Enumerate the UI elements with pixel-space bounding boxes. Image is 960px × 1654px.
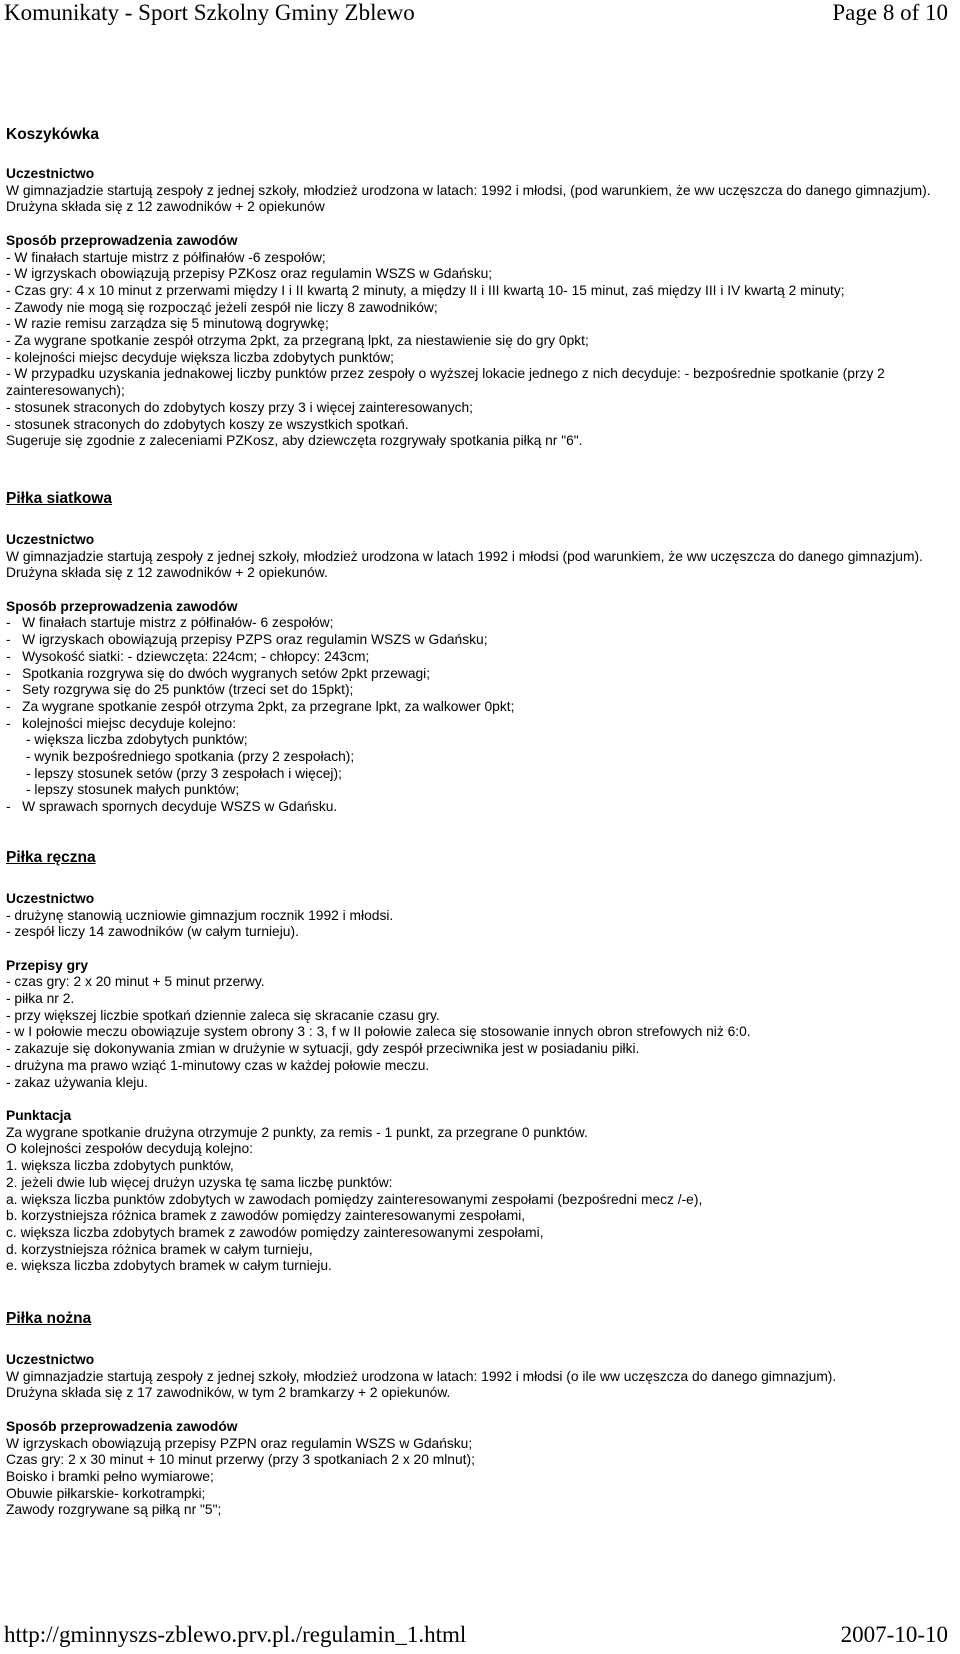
list-item: a. większa liczba punktów zdobytych w zawodach pomiędzy zainteresowanymi zespołami (bezpośredni mecz /-e), bbox=[6, 1191, 703, 1207]
uczestnictwo-list bbox=[6, 908, 951, 941]
rules-list-item: - W finałach startuje mistrz z półfinałów- 6 zespołów; bbox=[6, 615, 334, 631]
ordering-list-item: - lepszy stosunek setów (przy 3 zespołach i więcej); bbox=[26, 765, 342, 781]
list-item: Drużyna składa się z 17 zawodników, w tym 2 bramkarzy + 2 opiekunów. bbox=[6, 1385, 451, 1401]
rules-list-item: - kolejności miejsc decyduje kolejno: bbox=[6, 715, 237, 731]
list-item: O kolejności zespołów decydują kolejno: bbox=[6, 1141, 253, 1157]
rules-list-item: - stosunek straconych do zdobytych koszy ze wszystkich spotkań. bbox=[6, 416, 409, 432]
przepisy-heading: Przepisy gry bbox=[6, 957, 89, 973]
list-item: - czas gry: 2 x 20 minut + 5 minut przerwy. bbox=[6, 974, 265, 990]
rules-list-item: W igrzyskach obowiązują przepisy PZPN oraz regulamin WSZS w Gdańsku; bbox=[6, 1435, 473, 1451]
rules-list-item: - Wysokość siatki: - dziewczęta: 224cm; - chłopcy: 243cm; bbox=[6, 648, 370, 664]
ordering-list-item: - wynik bezpośredniego spotkania (przy 2 zespołach); bbox=[26, 749, 355, 765]
punktacja-list bbox=[6, 1125, 951, 1275]
ordering-list-item: - lepszy stosunek małych punktów; bbox=[26, 782, 240, 798]
list-item: c. większa liczba zdobytych bramek z zawodów pomiędzy zainteresowanymi zespołami, bbox=[6, 1224, 544, 1240]
list-item: b. korzystniejsza różnica bramek z zawodów pomiędzy zainteresowanymi zespołami, bbox=[6, 1208, 526, 1224]
przepisy-list bbox=[6, 974, 951, 1091]
sposob-heading: Sposób przeprowadzenia zawodów bbox=[6, 232, 238, 248]
list-item: e. większa liczba zdobytych bramek w całym turnieju. bbox=[6, 1258, 332, 1274]
rules-list-item: - W igrzyskach obowiązują przepisy PZKosz oraz regulamin WSZS w Gdańsku; bbox=[6, 266, 493, 282]
section-pilka-reczna bbox=[6, 849, 951, 1275]
footer-url: http://gminnyszs-zblewo.prv.pl./regulamin_1.html bbox=[4, 1622, 467, 1647]
uczestnictwo-list bbox=[6, 1369, 951, 1402]
section-title-pilka-reczna: Piłka ręczna bbox=[6, 848, 96, 866]
rules-list-item: - Czas gry: 4 x 10 minut z przerwami między I i II kwartą 2 minuty, a między II i III kwartą 10- 15 minut, zaś między III i IV kwartą 2 minuty; bbox=[6, 282, 845, 298]
section-pilka-nozna bbox=[6, 1310, 951, 1519]
list-item: Za wygrane spotkanie drużyna otrzymuje 2 punkty, za remis - 1 punkt, za przegrane 0 punktów. bbox=[6, 1124, 588, 1140]
rules-list bbox=[6, 250, 951, 450]
rules-list-item: Czas gry: 2 x 30 minut + 10 minut przerwy (przy 3 spotkaniach 2 x 20 mlnut); bbox=[6, 1452, 475, 1468]
ordering-sublist bbox=[6, 732, 951, 799]
list-item: - zakaz używania kleju. bbox=[6, 1074, 148, 1090]
footer-date: 2007-10-10 bbox=[840, 1622, 948, 1647]
rules-list-item: - W sprawach spornych decyduje WSZS w Gdańsku. bbox=[6, 799, 338, 815]
rules-list-item: Sugeruje się zgodnie z zaleceniami PZKosz, aby dziewczęta rozgrywały spotkania piłką nr "6". bbox=[6, 433, 583, 449]
rules-list-item: - kolejności miejsc decyduje większa liczba zdobytych punktów; bbox=[6, 349, 395, 365]
page-header bbox=[0, 0, 960, 26]
section-title-pilka-siatkowa: Piłka siatkowa bbox=[6, 489, 112, 507]
ordering-list-item: - większa liczba zdobytych punktów; bbox=[26, 732, 248, 748]
rules-list-item: - W igrzyskach obowiązują przepisy PZPS oraz regulamin WSZS w Gdańsku; bbox=[6, 632, 488, 648]
rules-list-item: Boisko i bramki pełno wymiarowe; bbox=[6, 1468, 214, 1484]
section-pilka-siatkowa bbox=[6, 490, 951, 816]
uczestnictwo-text: W gimnazjadzie startują zespoły z jednej szkoły, młodzież urodzona w latach 1992 i młodsi (pod warunkiem, że ww uczęszcza do danego gimnazjum). Drużyna składa się z 12 zawodników + 2 opiekunów. bbox=[6, 548, 923, 581]
list-item: 2. jeżeli dwie lub więcej drużyn uzyska tę sama liczbę punktów: bbox=[6, 1174, 393, 1190]
rules-list-item: - W finałach startuje mistrz z półfinałów -6 zespołów; bbox=[6, 249, 326, 265]
rules-list bbox=[6, 1436, 951, 1520]
list-item: - zespół liczy 14 zawodników (w całym turnieju). bbox=[6, 924, 299, 940]
uczestnictwo-text: W gimnazjadzie startują zespoły z jednej szkoły, młodzież urodzona w latach: 1992 i młodsi, (pod warunkiem, że ww uczęszcza do danego gimnazjum). Drużyna składa się z 12 zawodników + 2 opiekunów bbox=[6, 182, 931, 215]
list-item: - piłka nr 2. bbox=[6, 991, 75, 1007]
list-item: - przy większej liczbie spotkań dziennie zaleca się skracanie czasu gry. bbox=[6, 1007, 440, 1023]
page-footer bbox=[0, 1622, 960, 1648]
document-body bbox=[6, 126, 951, 1519]
sposob-heading: Sposób przeprowadzenia zawodów bbox=[6, 1418, 238, 1434]
rules-list-item: Zawody rozgrywane są piłką nr "5"; bbox=[6, 1502, 222, 1518]
list-item: - w I połowie meczu obowiązuje system obrony 3 : 3, f w II połowie zaleca się stosowanie innych obron strefowych niż 6:0. bbox=[6, 1024, 751, 1040]
rules-list-item: Obuwie piłkarskie- korkotrampki; bbox=[6, 1485, 206, 1501]
list-item: - drużynę stanowią uczniowie gimnazjum rocznik 1992 i młodsi. bbox=[6, 907, 394, 923]
list-item: - drużyna ma prawo wziąć 1-minutowy czas w każdej połowie meczu. bbox=[6, 1057, 430, 1073]
section-title-pilka-nozna: Piłka nożna bbox=[6, 1310, 92, 1328]
list-item: W gimnazjadzie startują zespoły z jednej szkoły, młodzież urodzona w latach: 1992 i młodsi (o ile ww uczęszcza do danego gimnazjum). bbox=[6, 1368, 837, 1384]
rules-list-item: - Sety rozgrywa się do 25 punktów (trzeci set do 15pkt); bbox=[6, 682, 354, 698]
rules-list-item: - Spotkania rozgrywa się do dwóch wygranych setów 2pkt przewagi; bbox=[6, 665, 431, 681]
rules-list-item: - W przypadku uzyskania jednakowej liczby punktów przez zespoły o wyższej lokacie jednego z nich decyduje: - bezpośrednie spotkanie (przy 2 zainteresowanych); bbox=[6, 366, 885, 399]
uczestnictwo-heading: Uczestnictwo bbox=[6, 890, 95, 906]
rules-list bbox=[6, 615, 951, 732]
section-title-koszykowka: Koszykówka bbox=[6, 126, 100, 143]
rules-list-item: - stosunek straconych do zdobytych koszy przy 3 i więcej zainteresowanych; bbox=[6, 399, 474, 415]
rules-list-item: - Za wygrane spotkanie zespół otrzyma 2pkt, za przegrane lpkt, za walkower 0pkt; bbox=[6, 698, 515, 714]
list-item: - zakazuje się dokonywania zmian w drużynie w sytuacji, gdy zespół przeciwnika jest w posiadaniu piłki. bbox=[6, 1041, 640, 1057]
list-item: 1. większa liczba zdobytych punktów, bbox=[6, 1158, 234, 1174]
section-koszykowka bbox=[6, 126, 951, 450]
uczestnictwo-heading: Uczestnictwo bbox=[6, 531, 95, 547]
uczestnictwo-heading: Uczestnictwo bbox=[6, 1352, 95, 1368]
header-title: Komunikaty - Sport Szkolny Gminy Zblewo bbox=[4, 0, 415, 25]
rules-list-item: - W razie remisu zarządza się 5 minutową dogrywkę; bbox=[6, 316, 329, 332]
punktacja-heading: Punktacja bbox=[6, 1107, 72, 1123]
rules-list-item: - Zawody nie mogą się rozpocząć jeżeli zespół nie liczy 8 zawodników; bbox=[6, 299, 438, 315]
list-item: d. korzystniejsza różnica bramek w całym turnieju, bbox=[6, 1241, 313, 1257]
sposob-heading: Sposób przeprowadzenia zawodów bbox=[6, 598, 238, 614]
header-page-number: Page 8 of 10 bbox=[832, 0, 948, 25]
uczestnictwo-heading: Uczestnictwo bbox=[6, 166, 95, 181]
rules-list-item: - Za wygrane spotkanie zespół otrzyma 2pkt, za przegraną lpkt, za niestawienie się do gry 0pkt; bbox=[6, 333, 589, 349]
